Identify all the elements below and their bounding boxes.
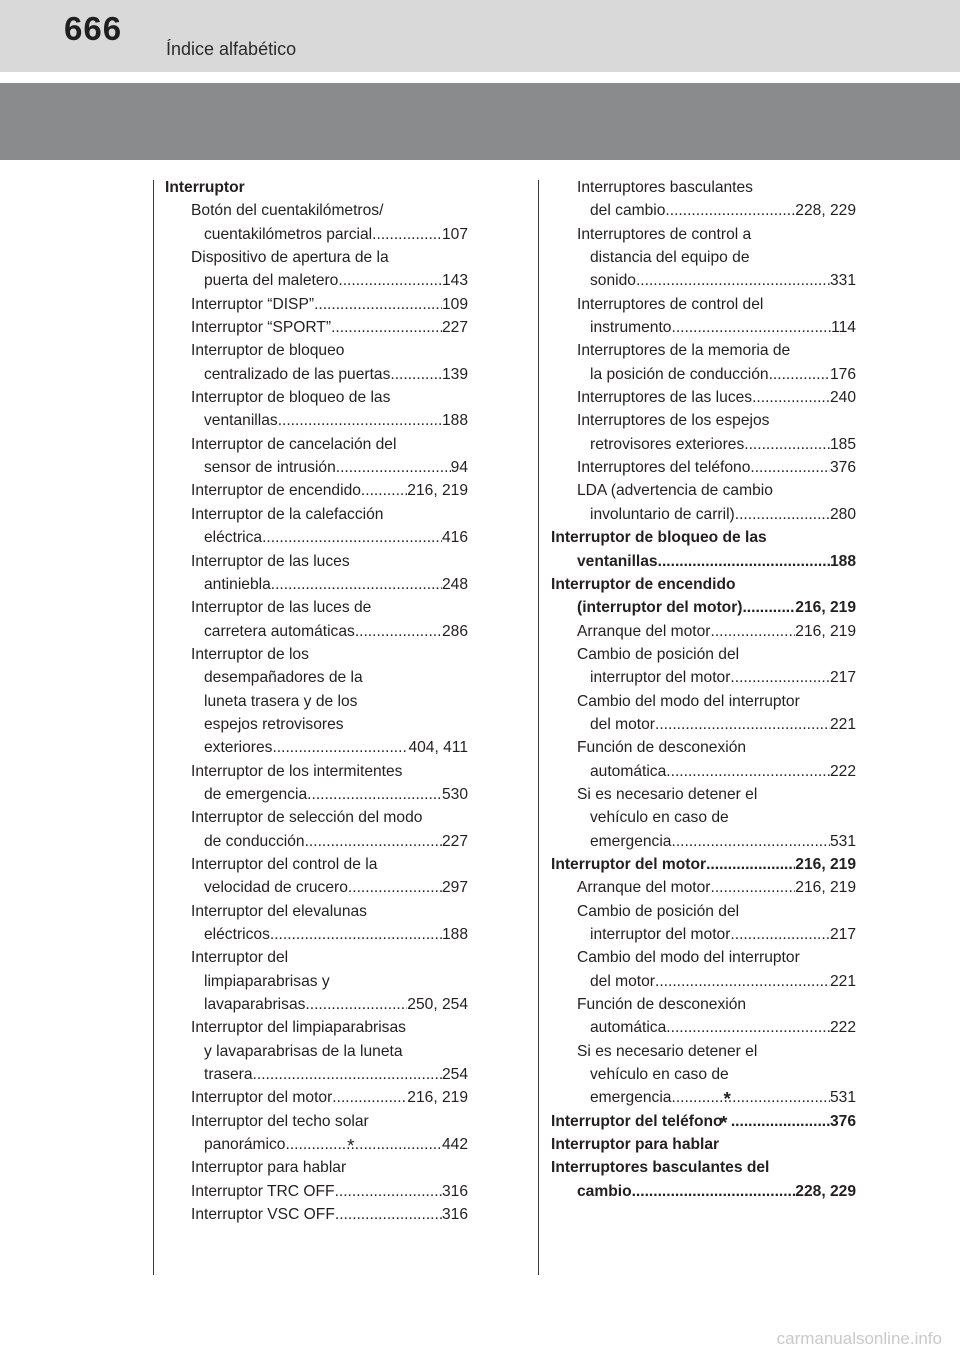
entry-text: Interruptor “SPORT” (191, 319, 332, 337)
index-column-left (165, 176, 468, 1226)
entry-text: Interruptor del elevalunas (191, 902, 367, 920)
dot-leader (658, 550, 830, 573)
index-entry (551, 246, 856, 269)
entry-text: desempañadores de la (204, 669, 363, 687)
entry-text: velocidad de crucero (204, 879, 348, 897)
index-entry (551, 643, 856, 666)
entry-text: Interruptor del (191, 949, 289, 967)
dot-leader (752, 386, 830, 409)
dot-leader (632, 1180, 796, 1203)
index-entry (165, 666, 468, 689)
page-reference: 221 (829, 972, 856, 990)
entry-text: Cambio del modo del interruptor (577, 692, 800, 710)
entry-text: (interruptor del motor) (577, 599, 743, 617)
index-entry (165, 1133, 468, 1156)
left-column-rule (153, 180, 154, 1275)
page-reference: 216, 219 (407, 1089, 468, 1107)
index-entry (165, 269, 468, 292)
dot-leader (744, 433, 830, 456)
index-entry (551, 1016, 856, 1039)
entry-text: Interruptor para hablar (191, 1159, 347, 1177)
index-entry (165, 503, 468, 526)
entry-text: carretera automáticas (204, 622, 355, 640)
entry-text: Interruptores de las luces (577, 389, 753, 407)
page-reference: 139 (441, 365, 468, 383)
index-entry (551, 736, 856, 759)
index-entry (165, 246, 468, 269)
index-entry (165, 900, 468, 923)
entry-text: Cambio de posición del (577, 645, 740, 663)
dot-leader (742, 596, 795, 619)
index-entry (551, 316, 856, 339)
entry-text: Interruptor VSC OFF (191, 1206, 335, 1224)
index-entry (165, 853, 468, 876)
dot-leader (355, 620, 442, 643)
entry-text: Interruptor de las luces (191, 552, 350, 570)
dot-leader (655, 713, 830, 736)
dot-leader (372, 223, 442, 246)
page-reference: 531 (829, 1089, 856, 1107)
entry-text: ventanillas (204, 412, 278, 430)
page-reference: 114 (831, 319, 856, 337)
index-entry (551, 993, 856, 1016)
index-entry (165, 1180, 468, 1203)
index-entry (165, 433, 468, 456)
dot-leader (671, 1086, 829, 1109)
index-entry (165, 176, 468, 199)
dot-leader (338, 269, 442, 292)
dot-leader (769, 363, 830, 386)
dot-leader (710, 620, 795, 643)
index-entry (165, 526, 468, 549)
index-entry (551, 526, 856, 549)
entry-text: Interruptor de cancelación del (191, 435, 397, 453)
page-reference: 217 (829, 926, 856, 943)
index-entry (551, 363, 856, 386)
index-entry (551, 1156, 856, 1179)
page-reference: 280 (829, 505, 856, 523)
index-entry (165, 690, 468, 713)
dot-leader (332, 1086, 407, 1109)
page-reference: 143 (441, 272, 468, 290)
index-entry (165, 223, 468, 246)
page-reference: 286 (441, 622, 468, 640)
entry-text: Interruptor de bloqueo de las (551, 529, 767, 547)
entry-text: vehículo en caso de (590, 1066, 729, 1084)
page-reference: 297 (441, 879, 468, 897)
entry-text: de emergencia (204, 785, 308, 803)
dot-leader (335, 1203, 442, 1226)
entry-text: Arranque del motor (577, 622, 711, 640)
index-entry (551, 1063, 856, 1086)
entry-text: Interruptor del limpiaparabrisas (191, 1019, 406, 1037)
entry-text: distancia del equipo de (590, 249, 750, 267)
index-entry (165, 806, 468, 829)
entry-text: Interruptores de los espejos (577, 412, 770, 430)
index-entry (165, 339, 468, 362)
entry-text: Interruptor de selección del modo (191, 809, 423, 827)
index-entry (551, 853, 856, 876)
index-entry (165, 1040, 468, 1063)
entry-text: interruptor del motor (590, 669, 731, 687)
page-reference: 316 (441, 1182, 468, 1200)
index-entry (165, 456, 468, 479)
index-entry (165, 1016, 468, 1039)
dot-leader (706, 853, 795, 876)
index-entry (165, 199, 468, 222)
dot-leader (271, 573, 442, 596)
index-entry (551, 690, 856, 713)
page-reference: 176 (829, 365, 856, 383)
entry-text: del motor (590, 972, 656, 990)
entry-text: espejos retrovisores (204, 715, 344, 733)
index-entry (551, 806, 856, 829)
entry-text: Interruptor de los intermitentes (191, 762, 403, 780)
page-reference: 254 (441, 1066, 468, 1084)
index-entry (551, 269, 856, 292)
entry-text: luneta trasera y de los (204, 692, 358, 710)
index-entry (165, 760, 468, 783)
header-dark-band (0, 83, 960, 160)
page-reference: 316 (441, 1206, 468, 1224)
page-reference: 216, 219 (795, 879, 856, 897)
dot-leader (335, 1180, 442, 1203)
dot-leader (262, 526, 442, 549)
dot-leader (285, 1133, 441, 1156)
entry-text: exteriores (204, 739, 273, 757)
index-entry (551, 339, 856, 362)
dot-leader (307, 783, 442, 806)
dot-leader (270, 923, 442, 946)
index-entry (165, 923, 468, 946)
page-reference: 416 (441, 529, 468, 547)
page-reference: 248 (441, 575, 468, 593)
dot-leader (390, 363, 442, 386)
entry-text: Interruptor del teléfono (551, 1112, 723, 1130)
index-entry (551, 503, 856, 526)
dot-leader (253, 1063, 442, 1086)
page-reference: 217 (829, 669, 856, 687)
dot-leader (671, 316, 831, 339)
entry-text: Interruptor del techo solar (191, 1112, 369, 1130)
entry-text: de conducción (204, 832, 305, 850)
page-reference: 216, 219 (407, 482, 468, 500)
index-column-right (551, 176, 856, 1203)
entry-text: eléctrica (204, 529, 263, 547)
index-entry (165, 783, 468, 806)
page-reference: 188 (441, 926, 468, 943)
index-entry (551, 1180, 856, 1203)
index-entry (551, 433, 856, 456)
entry-text: interruptor del motor (590, 926, 731, 943)
index-entry (551, 946, 856, 969)
entry-text: limpiaparabrisas y (204, 972, 330, 990)
entry-text: Interruptor de encendido (551, 575, 736, 593)
dot-leader (272, 736, 408, 759)
entry-text: Interruptor (165, 179, 245, 196)
index-entry (551, 620, 856, 643)
entry-text: Interruptor de la calefacción (191, 505, 384, 523)
entry-text: del motor (590, 715, 656, 733)
dot-leader (305, 993, 407, 1016)
entry-text: involuntario de carril) (590, 505, 735, 523)
dot-leader (305, 830, 442, 853)
entry-text: puerta del maletero (204, 272, 339, 290)
dot-leader (750, 456, 830, 479)
index-entry (165, 1110, 468, 1133)
dot-leader (314, 293, 442, 316)
index-entry (165, 386, 468, 409)
entry-text: Cambio de posición del (577, 902, 740, 920)
dot-leader (666, 1016, 830, 1039)
entry-text: y lavaparabrisas de la luneta (204, 1042, 403, 1060)
index-entry (165, 293, 468, 316)
index-entry (551, 199, 856, 222)
index-entry (165, 1063, 468, 1086)
page-reference: 185 (829, 435, 856, 453)
index-entry (551, 1040, 856, 1063)
entry-text: sensor de intrusión (204, 459, 336, 477)
page-reference: 530 (441, 785, 468, 803)
index-entry (551, 1086, 856, 1109)
index-entry (165, 596, 468, 619)
entry-text: centralizado de las puertas (204, 365, 391, 383)
page-reference: 222 (829, 762, 856, 780)
index-entry (165, 1203, 468, 1226)
index-entry (165, 363, 468, 386)
entry-text: eléctricos (204, 926, 270, 943)
page-reference: 216, 219 (795, 599, 856, 617)
dot-leader (636, 269, 830, 292)
page-reference: 94 (450, 459, 468, 477)
index-entry (551, 550, 856, 573)
dot-leader (348, 876, 442, 899)
index-entry (551, 456, 856, 479)
entry-text: Interruptor de bloqueo de las (191, 389, 391, 407)
dot-leader (361, 479, 407, 502)
dot-leader (730, 666, 830, 689)
page-reference: 222 (829, 1019, 856, 1037)
entry-text: Interruptor de los (191, 645, 309, 663)
dot-leader (278, 409, 442, 432)
index-entry (551, 760, 856, 783)
section-title: Índice alfabético (166, 39, 297, 59)
asterisk-mark: * (347, 1135, 355, 1157)
page-reference: 331 (829, 272, 856, 290)
entry-text: automática (590, 762, 667, 780)
entry-text: automática (590, 1019, 667, 1037)
entry-text: cambio (577, 1182, 632, 1200)
page-reference: 216, 219 (795, 622, 856, 640)
dot-leader (735, 503, 830, 526)
index-entry (551, 479, 856, 502)
page-reference: 376 (829, 1112, 856, 1130)
index-entry (551, 386, 856, 409)
entry-text: emergencia (590, 1089, 672, 1107)
dot-leader (331, 316, 442, 339)
entry-text: Interruptores basculantes del (551, 1159, 770, 1177)
index-entry (551, 830, 856, 853)
index-entry (165, 876, 468, 899)
dot-leader (710, 876, 795, 899)
page-number: 666 (64, 10, 123, 47)
dot-leader (665, 199, 795, 222)
page-reference: 227 (441, 832, 468, 850)
page-reference: 376 (829, 459, 856, 477)
page-reference: 240 (829, 389, 856, 407)
index-entry (551, 293, 856, 316)
entry-text: cuentakilómetros parcial (204, 225, 373, 243)
index-entry (551, 783, 856, 806)
index-entry (551, 596, 856, 619)
entry-text: panorámico (204, 1136, 286, 1154)
dot-leader (731, 1110, 830, 1133)
dot-leader (730, 923, 830, 946)
page-reference: 188 (441, 412, 468, 430)
page-reference: 404, 411 (408, 739, 468, 757)
entry-text: instrumento (590, 319, 672, 337)
index-entry (165, 1086, 468, 1109)
entry-text: Interruptor “DISP” (191, 295, 315, 313)
entry-text: Cambio del modo del interruptor (577, 949, 800, 967)
entry-text: Interruptor de las luces de (191, 599, 372, 617)
dot-leader (336, 456, 451, 479)
page-reference: 228, 229 (795, 202, 856, 220)
entry-text: Interruptores de la memoria de (577, 342, 791, 360)
watermark-brand: carmanualsonline.info (776, 1329, 942, 1348)
entry-text: Función de desconexión (577, 739, 747, 757)
page-reference: 228, 229 (795, 1182, 856, 1200)
page-reference: 442 (441, 1136, 468, 1154)
entry-text: Interruptores de control a (577, 225, 752, 243)
entry-text: antiniebla (204, 575, 271, 593)
index-entry (165, 970, 468, 993)
index-entry (165, 713, 468, 736)
index-entry (165, 550, 468, 573)
page-reference: 107 (441, 225, 468, 243)
entry-text: LDA (advertencia de cambio (577, 482, 773, 500)
entry-text: retrovisores exteriores (590, 435, 745, 453)
entry-text: Interruptores del teléfono (577, 459, 751, 477)
dot-leader (666, 760, 830, 783)
entry-text: Interruptores de control del (577, 295, 764, 313)
index-entry (165, 316, 468, 339)
entry-text: la posición de conducción (590, 365, 769, 383)
entry-text: Arranque del motor (577, 879, 711, 897)
page-reference: 531 (829, 832, 856, 850)
entry-text: lavaparabrisas (204, 996, 306, 1014)
index-entry (165, 993, 468, 1016)
index-entry (165, 620, 468, 643)
header-band (0, 0, 960, 72)
index-entry (551, 409, 856, 432)
page-reference: 216, 219 (795, 855, 856, 873)
index-entry (551, 176, 856, 199)
entry-text: Función de desconexión (577, 996, 747, 1014)
index-entry (165, 736, 468, 759)
entry-text: Interruptor del motor (551, 855, 707, 873)
entry-text: Si es necesario detener el (577, 1042, 758, 1060)
index-entry (551, 573, 856, 596)
index-entry (551, 900, 856, 923)
dot-leader (671, 830, 829, 853)
entry-text: Interruptor del control de la (191, 855, 378, 873)
index-entry (165, 830, 468, 853)
index-entry (165, 479, 468, 502)
index-entry (551, 923, 856, 946)
entry-text: Interruptor de encendido (191, 482, 361, 500)
entry-text: Dispositivo de apertura de la (191, 249, 389, 267)
page-reference: 250, 254 (407, 996, 468, 1014)
page-reference: 227 (441, 319, 468, 337)
page-reference: 109 (441, 295, 468, 313)
column-divider (538, 180, 539, 1275)
entry-text: Botón del cuentakilómetros/ (191, 202, 384, 220)
entry-text: del cambio (590, 202, 666, 220)
index-entry (551, 713, 856, 736)
entry-text: Interruptores basculantes (577, 179, 753, 196)
entry-text: Si es necesario detener el (577, 785, 758, 803)
entry-text: Interruptor para hablar (551, 1136, 720, 1154)
index-entry (165, 409, 468, 432)
page-reference: 221 (829, 715, 856, 733)
entry-text: Interruptor de bloqueo (191, 342, 345, 360)
index-entry (551, 970, 856, 993)
index-entry (551, 223, 856, 246)
entry-text: emergencia (590, 832, 672, 850)
dot-leader (655, 970, 830, 993)
asterisk-mark: * (723, 1088, 731, 1110)
entry-text: trasera (204, 1066, 253, 1084)
entry-text: Interruptor del motor (191, 1089, 333, 1107)
index-entry (551, 666, 856, 689)
index-entry (551, 876, 856, 899)
entry-text: ventanillas (577, 552, 658, 570)
index-entry (165, 946, 468, 969)
index-entry (165, 643, 468, 666)
page-reference: 188 (829, 552, 856, 570)
entry-text: Interruptor TRC OFF (191, 1182, 335, 1200)
asterisk-mark: * (720, 1111, 728, 1133)
index-entry (165, 573, 468, 596)
entry-text: vehículo en caso de (590, 809, 729, 827)
entry-text: sonido (590, 272, 636, 290)
